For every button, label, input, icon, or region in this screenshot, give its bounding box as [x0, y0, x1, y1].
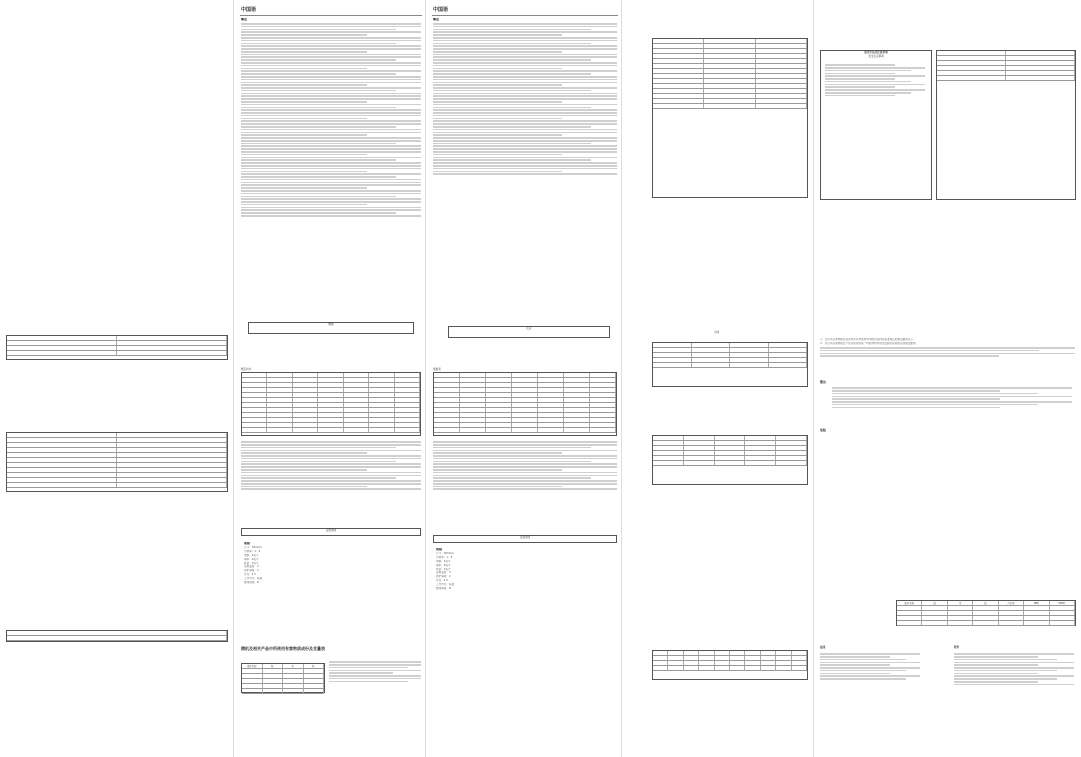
panel1-table-b	[6, 432, 228, 492]
panel3-notes-text	[433, 440, 617, 520]
panel4-table-mid	[652, 342, 808, 387]
panel3-section-caption-box: 安装说明	[433, 535, 617, 543]
panel-3	[426, 0, 620, 757]
panel3-table-title: 规格表	[433, 368, 441, 371]
table-row	[7, 483, 227, 488]
panel2-spec-list: 规格 尺寸：300mm 分辨率：1：4 电源：4英寸 频率：6英寸 质量：3英寸 适用温度：3 防护等级：2 外壳：4 V 工作方式：标准 绝缘等级：B	[244, 542, 263, 585]
panel3-spec-list: 规格 尺寸：300mm 分辨率：1：4 电源：4英寸 频率：6英寸 质量：3英寸 适用温度：3 防护等级：2 外壳：4 V 工作方式：标准 绝缘等级：B	[436, 548, 455, 591]
panel4-table-top	[652, 38, 808, 198]
panel5-hazard-table	[896, 600, 1076, 626]
panel3-body-text: 概述	[433, 18, 617, 318]
panel5-bullet-heading-1: 警告	[820, 380, 827, 384]
panel5-section-heading-a: 接线	[820, 646, 826, 649]
panel2-bottom-title: 精机及相关产品中所使用有害物质成份及含量表	[241, 646, 325, 651]
panel2-spec-table	[241, 372, 421, 436]
panel4-table-lower	[652, 435, 808, 485]
table-row	[897, 621, 1075, 626]
table-row	[653, 104, 807, 109]
panel5-table-right	[936, 50, 1076, 200]
table-row	[242, 689, 324, 694]
panel5-safety-text	[832, 386, 1072, 486]
panel1-table-a	[6, 335, 228, 360]
panel2-language-label: 中国语	[241, 7, 257, 13]
table-row	[653, 461, 807, 466]
panel3-rule	[432, 15, 618, 16]
panel2-caution-box: 概要	[248, 322, 414, 334]
panel-5	[814, 0, 1081, 757]
panel5-section-heading-b: 附件	[954, 646, 960, 649]
table-row	[434, 428, 616, 433]
panel-2	[234, 0, 424, 757]
table-row	[242, 428, 420, 433]
panel5-bottom-text-a	[820, 652, 920, 742]
panel2-hazard-table	[241, 663, 325, 693]
panel3-language-label: 中国语	[433, 7, 449, 13]
panel5-legend: ○：表示该有害物质在该部件所有均质材料中的含量均在标准规定的限量要求以下。 ×：表示该有害物质至少在该部件的某一均质材料中的含量超出标准规定的限量要求。	[820, 338, 1075, 368]
table-row	[653, 666, 807, 671]
table-row	[7, 636, 227, 641]
panel4-center-heading: 出线	[714, 331, 720, 334]
table-row	[7, 351, 227, 356]
panel2-notes-text	[241, 440, 421, 520]
table-row	[937, 76, 1075, 81]
panel1-table-c	[6, 630, 228, 642]
panel2-section-caption-box: 安装说明	[241, 528, 421, 536]
panel3-spec-table	[433, 372, 617, 436]
table-row	[653, 363, 807, 368]
panel2-table-title: 额定技术	[241, 368, 252, 371]
panel3-caution-box: 注意	[448, 326, 610, 338]
panel2-hazard-notes	[329, 660, 421, 700]
panel4-table-bottom	[652, 650, 808, 680]
panel5-bottom-text-b	[954, 652, 1074, 752]
panel5-title-box-lines	[825, 63, 925, 193]
panel5-title-box: 使用方法及注意事项 安全注意事项	[820, 50, 932, 200]
panel-4	[622, 0, 812, 757]
table-row: 部件名称 铅 汞 镉 六价铬 PBB PBDE	[897, 601, 1075, 606]
panel-1	[0, 0, 232, 757]
table-row: 部件名称 铅 汞 镉	[242, 664, 324, 669]
panel5-bullet-heading-2: 危险	[820, 428, 827, 432]
panel2-rule	[240, 15, 422, 16]
panel2-body-text: 概述	[241, 18, 421, 358]
